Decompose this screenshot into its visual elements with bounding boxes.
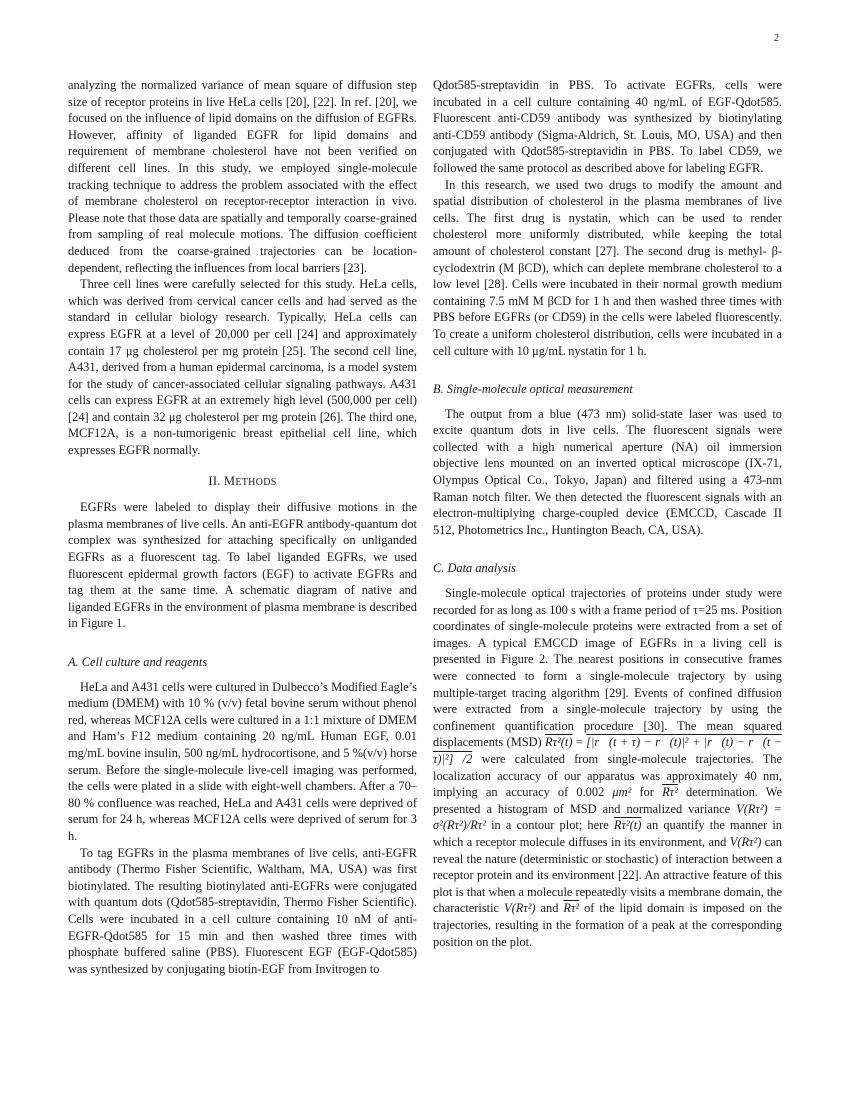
text-span: Single-molecule optical trajectories of proteins under study were recorded for as long as 100 s with a frame period of τ=25 ms. Position coordinates of single-molecule proteins were extracted from a set of images. A typical EMCCD image of EGFRs in a living cell is presented in Figure 2. The nearest positions in consecutive frames were connected to form a single-molecule trajectory by using multiple-target tracing algorithm [29]. Events of confined diffusion were extracted from a single-molecule trajectory by using the confinement quantification procedure [30]. The mean squared displacements (MSD)	[433, 586, 782, 750]
msd-formula: [|r⃗(t + τ) − r⃗(t)|² + |r⃗(t) − r⃗(t − τ)|²] /2	[433, 735, 783, 766]
msd-symbol: Rτ²	[662, 785, 678, 800]
text-span: were calculated from single-molecule trajectories. The localization accuracy of our apparatus was approximately 40 nm, implying an accuracy of 0.002	[433, 751, 782, 800]
paragraph-cell-lines: Three cell lines were carefully selected for this study. HeLa cells, which was derived from cervical cancer cells and had served as the standard in cellular biology research. Typically, HeLa cells can express EGFR at a level of 20,000 per cell [24] and approximately contain 17 μg cholesterol per mg protein [25]. The second cell line, A431, derived from a human epidermal carcinoma, is a model system for the study of cancer-associated cellular signaling pathways. A431 cells can express EGFR at an extremely high level (500,000 per cell) [24] and contain 32 μg cholesterol per mg protein [26]. The third one, MCF12A, is a non-tumorigenic breast epithelial cell line, which expresses EGFR normally.	[68, 277, 417, 458]
msd-symbol: Rτ²	[563, 901, 580, 916]
paragraph-data-analysis	[433, 585, 782, 950]
text-span: and	[535, 901, 564, 916]
subsection-heading-cell-culture: A. Cell culture and reagents	[68, 655, 208, 669]
section-heading-smallcaps: ETHODS	[235, 476, 277, 488]
section-heading-prefix: II. M	[208, 473, 236, 488]
msd-symbol: Rτ²(t)	[545, 735, 573, 750]
variance-formula: V(Rτ²) = σ²(Rτ²)/Rτ²	[433, 801, 783, 833]
equals-sign: =	[572, 735, 587, 750]
page-number: 2	[774, 33, 779, 44]
paragraph-intro-continued: analyzing the normalized variance of mean square of diffusion step size of receptor proteins in live HeLa cells [20], [22]. In ref. [20], we focused on the influence of lipid domains on the diffusion of EGFRs. However, affinity of liganded EGFR for lipid domains and requirement of membrane cholesterol have not been verified on different cell lines. In this study, we employed single-molecule tracking technique to address the problem associated with the effect of membrane cholesterol on receptor-receptor interaction in vivo. Please note that those data are spatially and temporally coarse-grained from sampling of real molecule motions. The diffusion coefficient deduced from the coarse-grained trajectories can be location-dependent, reflecting the influences from local barriers [23].	[68, 78, 417, 275]
section-heading-methods	[68, 473, 417, 492]
paragraph-optical-measurement: The output from a blue (473 nm) solid-state laser was used to excite quantum dots in live cells. The fluorescent signals were collected with a high numerical aperture (NA) oil immersion objective lens mounted on an inverted optical microscope (IX-71, Olympus Optical Co., Tokyo, Japan) and filtered using a 473-nm Raman notch filter. We then detected the fluorescent signals with an electron-multiplying charge-coupled device (EMCCD, Cascade II 512, Photometrics Inc., Huntington Beach, CA, USA).	[433, 406, 782, 537]
paragraph-tagging: To tag EGFRs in the plasma membranes of live cells, anti-EGFR antibody (Thermo Fisher Scientific, Waltham, MA, USA) was first biotinylated. The resulting biotinylated anti-EGFRs were conjugated with quantum dots (Qdot585-streptavidin, Thermo Fisher Scientific). Cells were incubated in a cell culture containing 10 nM of anti-EGFR-Qdot585 for 15 min and then washed three times with phosphate buffered saline (PBS). Fluorescent EGF (EGF-Qdot585) was synthesized by conjugating biotin-EGF from Invitrogen to	[68, 845, 417, 976]
variance-symbol: V(Rτ²)	[504, 901, 536, 916]
paragraph-cell-culture: HeLa and A431 cells were cultured in Dulbecco’s Modified Eagle’s medium (DMEM) with 10 % (v/v) fetal bovine serum without phenol red, whereas MCF12A cells were cultured in a 1:1 mixture of DMEM and Ham’s F12 medium containing 20 ng/mL Human EGF, 0.01 mg/mL bovine insulin, 500 ng/mL hydrocortisone, and 5 %(v/v) horse serum. Before the single-molecule live-cell imaging was performed, the cells were plated in a slide with eight-well chambers. After a 70–80 % confluence was reached, HeLa and A431 cells were deprived of serum for 24 h, whereas MCF12A cells were deprived of serum for 3 h.	[68, 679, 417, 843]
paragraph-drugs: In this research, we used two drugs to modify the amount and spatial distribution of cholesterol in the plasma membranes of live cells. The first drug is nystatin, which can be used to render cholesterol more uniformly distributed, while keeping the total amount of cholesterol constant [27]. The second drug is methyl- β-cyclodextrin (M βCD), which can deplete membrane cholesterol to a low level [28]. Cells were incubated in their normal growth medium containing 7.5 mM M βCD for 1 h and then washed three times with PBS before EGFRs (or CD59) in the cells were labeled fluorescently. To create a uniform cholesterol distribution, cells were incubated in a cell culture with 10 μg/mL nystatin for 1 h.	[433, 177, 782, 358]
variance-symbol: V(Rτ²)	[729, 834, 762, 849]
right-column	[433, 77, 782, 950]
paragraph-methods-intro: EGFRs were labeled to display their diffusive motions in the plasma membranes of live cells. An anti-EGFR antibody-quantum dot complex was synthesized for attaching specifically on unliganded EGFRs as a fluorescent tag. To label liganded EGFRs, we used fluorescent epidermal growth factors (EGF) to activate EGFRs and tag them at the same time. A schematic diagram of native and liganded EGFRs in the environment of plasma membrane is described in Figure 1.	[68, 500, 417, 631]
subsection-heading-optical-measurement: B. Single-molecule optical measurement	[433, 382, 633, 397]
subsection-heading-data-analysis: C. Data analysis	[433, 561, 516, 576]
msd-symbol: Rτ²(t)	[613, 818, 642, 833]
text-span: of the lipid domain is imposed on the trajectories, resulting in the formation of a peak at the corresponding position on the plot.	[433, 901, 783, 949]
text-span: for	[631, 785, 663, 800]
text-span: in a contour plot; here	[485, 818, 614, 833]
left-column	[68, 77, 417, 977]
paragraph-tagging-continued: Qdot585-streptavidin in PBS. To activate EGFRs, cells were incubated in a cell culture containing 40 ng/mL of EGF-Qdot585. Fluorescent anti-CD59 antibody was synthesized by biotinylating anti-CD59 antibody (Sigma-Aldrich, St. Louis, MO, USA) and then conjugated with Qdot585-streptavidin in PBS. To label CD59, we followed the same protocol as described above for labeling EGFR.	[433, 78, 782, 175]
unit-symbol: μm²	[612, 785, 632, 800]
text-span: an quantify the manner in which a receptor molecule diffuses in its environment, and	[433, 818, 782, 849]
text-span: can reveal the nature (deterministic or stochastic) of interaction between a receptor protein and its environment [22]. An attractive feature of this plot is that when a molecule repeatedly visits a membrane domain, the characteristic	[433, 834, 782, 916]
text-span: determination. We presented a histogram of MSD and normalized variance	[433, 785, 782, 816]
